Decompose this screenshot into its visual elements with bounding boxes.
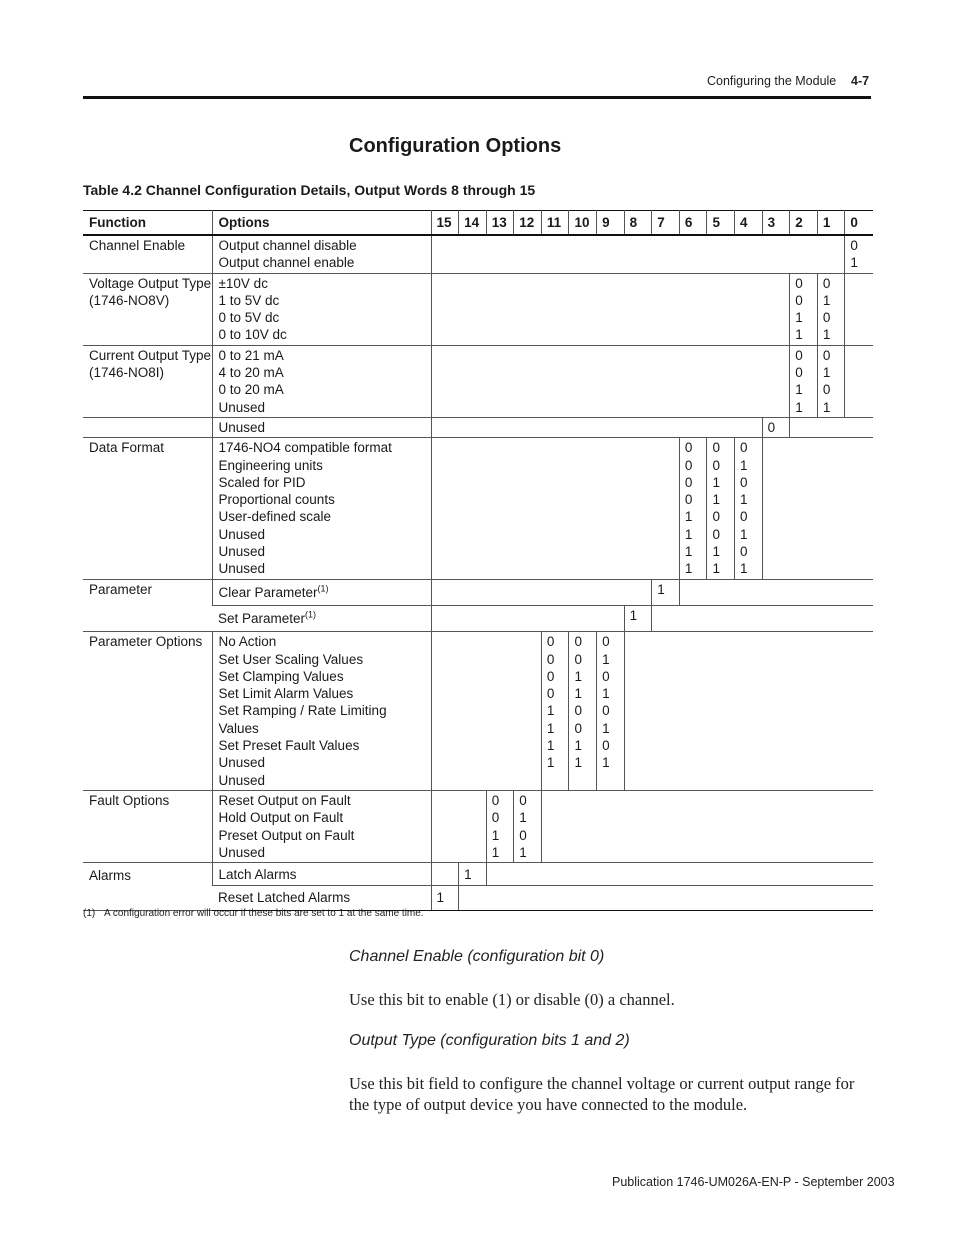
bit-value: 1 — [795, 327, 803, 343]
function-label: Fault Options — [89, 792, 170, 808]
header-bit-14: 14 — [459, 211, 487, 236]
bit-value: 0 — [684, 457, 693, 473]
option-item: Clear Parameter — [218, 584, 318, 600]
footnote-text: A configuration error will occur if these bits are set to 1 at the same time. — [104, 908, 424, 919]
bit-value: 1 — [574, 686, 582, 702]
options-cell — [212, 438, 431, 579]
option-item: Set Preset Fault Values — [218, 738, 360, 754]
option-item: 0 to 20 mA — [218, 382, 284, 398]
bit-value: 1 — [684, 561, 693, 577]
function-cell — [83, 417, 212, 437]
bit-value: 1 — [712, 561, 720, 577]
bit-value: 1 — [657, 581, 665, 597]
table-row — [83, 863, 873, 886]
bit-value: 1 — [574, 668, 582, 684]
function-label: Parameter — [89, 581, 153, 597]
bit-13-values — [486, 790, 514, 862]
function-label: Alarms — [89, 868, 132, 884]
option-item: Unused — [218, 561, 266, 577]
bit-value: 0 — [574, 703, 582, 719]
header-function: Function — [83, 211, 212, 236]
option-item: Set Limit Alarm Values — [218, 686, 354, 702]
bit-value: 1 — [712, 474, 720, 490]
header-bit-6: 6 — [679, 211, 707, 236]
table-row — [83, 235, 873, 273]
header-bit-11: 11 — [541, 211, 569, 236]
bit-value: 1 — [740, 526, 748, 542]
bit-value: 1 — [491, 827, 500, 843]
option-item: 1 to 5V dc — [218, 292, 280, 308]
option-item: Engineering units — [218, 457, 323, 473]
bit-value: 1 — [795, 382, 803, 398]
bit-value: 1 — [684, 526, 693, 542]
header-bit-4: 4 — [735, 211, 763, 236]
footnote-number: (1) — [83, 908, 96, 919]
bit-value: 1 — [629, 607, 638, 623]
bit-value: 0 — [712, 526, 720, 542]
option-item: Reset Output on Fault — [218, 792, 351, 808]
bit-value: 1 — [546, 703, 555, 719]
options-cell — [212, 632, 431, 791]
bit-value: 1 — [464, 867, 472, 883]
bit-15-values — [431, 886, 459, 910]
bit-value: 0 — [740, 544, 748, 560]
bit-value: 1 — [491, 844, 500, 860]
empty-bits-cell — [431, 605, 624, 631]
option-item: Unused — [218, 755, 266, 771]
bit-6-values — [679, 438, 707, 579]
bit-value: 1 — [574, 738, 582, 754]
bit-12-values — [514, 790, 542, 862]
option-item: Hold Output on Fault — [218, 810, 344, 826]
header-bit-5: 5 — [707, 211, 735, 236]
bit-14-values — [459, 863, 487, 886]
bit-value: 0 — [822, 347, 831, 363]
bit-value: 0 — [740, 440, 748, 456]
function-cell — [83, 632, 212, 791]
bit-value: 0 — [519, 792, 527, 808]
paragraph-channel-enable: Use this bit to enable (1) or disable (0) a channel. — [349, 990, 675, 1009]
option-item: Unused — [218, 544, 266, 560]
bit-value: 0 — [795, 292, 803, 308]
bit-value: 0 — [822, 382, 831, 398]
empty-bits-cell — [431, 438, 679, 579]
header-bit-12: 12 — [514, 211, 542, 236]
bit-value: 0 — [491, 810, 500, 826]
bit-value: 0 — [712, 440, 720, 456]
empty-bits-cell — [624, 632, 872, 791]
subsection-heading-output-type: Output Type (configuration bits 1 and 2) — [349, 1032, 630, 1049]
bit-value: 1 — [740, 492, 748, 508]
bit-value: 1 — [602, 651, 610, 667]
bit-value: 0 — [684, 440, 693, 456]
bit-value: 1 — [822, 292, 831, 308]
options-cell — [212, 579, 431, 605]
options-cell — [212, 235, 431, 273]
bit-value: 0 — [684, 492, 693, 508]
bit-value: 1 — [602, 720, 610, 736]
options-cell — [212, 345, 431, 417]
bit-value: 0 — [546, 634, 555, 650]
bit-1-values — [817, 273, 845, 345]
header-bit-8: 8 — [624, 211, 652, 236]
bit-value: 1 — [795, 399, 803, 415]
bit-value: 0 — [574, 634, 582, 650]
options-cell — [212, 417, 431, 437]
table-footnote — [83, 908, 424, 919]
option-item: 4 to 20 mA — [218, 365, 284, 381]
page-title: Configuration Options — [349, 135, 562, 157]
empty-bits-cell — [652, 605, 873, 631]
subsection-heading-channel-enable: Channel Enable (configuration bit 0) — [349, 948, 605, 965]
bit-value: 1 — [850, 255, 858, 271]
function-cell — [83, 273, 212, 345]
empty-bits-cell — [431, 345, 790, 417]
header-bit-10: 10 — [569, 211, 597, 236]
bit-value: 0 — [574, 720, 582, 736]
configuration-table — [83, 210, 873, 911]
header-bit-3: 3 — [762, 211, 790, 236]
option-item: 0 to 5V dc — [218, 310, 280, 326]
bit-value: 1 — [712, 492, 720, 508]
bit-value: 1 — [740, 457, 748, 473]
option-item: ±10V dc — [218, 275, 268, 291]
table-row — [83, 273, 873, 345]
table-row — [83, 438, 873, 579]
option-item: Set User Scaling Values — [218, 651, 364, 667]
option-item: Unused — [218, 526, 266, 542]
bit-0-values — [845, 235, 873, 273]
bit-value: 1 — [740, 561, 748, 577]
function-cell — [83, 579, 212, 632]
empty-bits-cell — [431, 273, 790, 345]
bit-value: 0 — [546, 651, 555, 667]
bit-value: 1 — [519, 810, 527, 826]
publication-footer: Publication 1746-UM026A-EN-P - September 2003 — [612, 1175, 895, 1189]
bit-value: 0 — [795, 275, 803, 291]
table-row — [83, 417, 873, 437]
bit-value: 1 — [822, 327, 831, 343]
bit-value: 1 — [712, 544, 720, 560]
bit-value: 0 — [850, 238, 858, 253]
option-item: Output channel disable — [218, 238, 357, 253]
empty-bits-cell — [431, 417, 762, 437]
option-item: 0 to 21 mA — [218, 347, 284, 363]
option-item: Set Clamping Values — [218, 668, 344, 684]
bit-value: 0 — [740, 509, 748, 525]
empty-bit-cell — [845, 345, 873, 417]
bit-value: 1 — [684, 509, 693, 525]
bit-1-values — [817, 345, 845, 417]
function-cell — [83, 235, 212, 273]
bit-value: 0 — [712, 509, 720, 525]
header-options: Options — [212, 211, 431, 236]
empty-bits-cell — [541, 790, 872, 862]
empty-bits-cell — [431, 790, 486, 862]
table-caption: Table 4.2 Channel Configuration Details, Output Words 8 through 15 — [83, 182, 536, 198]
options-cell — [212, 863, 431, 886]
empty-bits-cell — [431, 579, 652, 605]
header-bit-15: 15 — [431, 211, 459, 236]
bit-value: 1 — [436, 890, 445, 906]
option-item: Preset Output on Fault — [218, 827, 355, 843]
bit-10-values — [569, 632, 597, 791]
header-bit-13: 13 — [486, 211, 514, 236]
bit-2-values — [790, 345, 818, 417]
bit-value: 0 — [602, 703, 610, 719]
bit-value: 0 — [546, 668, 555, 684]
empty-bit-cell — [431, 863, 459, 886]
option-item: 0 to 10V dc — [218, 327, 287, 343]
header-bit-7: 7 — [652, 211, 680, 236]
options-cell — [212, 790, 431, 862]
bit-5-values — [707, 438, 735, 579]
header-bit-1: 1 — [817, 211, 845, 236]
header-rule — [83, 96, 871, 99]
bit-value: 1 — [822, 399, 831, 415]
bit-value: 0 — [822, 310, 831, 326]
bit-value: 1 — [795, 310, 803, 326]
empty-bits-cell — [762, 438, 872, 579]
bit-value: 1 — [602, 686, 610, 702]
footnote-marker: (1) — [317, 583, 329, 594]
bit-9-values — [597, 632, 625, 791]
empty-bits-cell — [431, 235, 845, 273]
bit-value: 0 — [519, 827, 527, 843]
bit-11-values — [541, 632, 569, 791]
empty-bits-cell — [431, 632, 541, 791]
bit-value: 0 — [602, 738, 610, 754]
option-item: User-defined scale — [218, 509, 332, 525]
function-label: Channel Enable — [89, 238, 186, 253]
empty-bits-cell — [459, 886, 873, 910]
function-label: Parameter Options — [89, 634, 203, 650]
empty-bit-cell — [845, 273, 873, 345]
function-cell — [83, 790, 212, 862]
table-row — [83, 345, 873, 417]
table-row — [83, 632, 873, 791]
option-item: Latch Alarms — [218, 867, 297, 883]
bit-value: 1 — [546, 755, 555, 771]
bit-value: 1 — [519, 844, 527, 860]
bit-value: 0 — [822, 275, 831, 291]
option-item: Set Parameter — [218, 610, 306, 626]
option-item: Unused — [218, 844, 266, 860]
footnote-marker: (1) — [305, 609, 317, 620]
options-cell — [212, 273, 431, 345]
header-bit-9: 9 — [597, 211, 625, 236]
option-item: Unused — [218, 772, 266, 788]
bit-value: 1 — [602, 755, 610, 771]
paragraph-output-type: Use this bit field to configure the channel voltage or current output range for the type of output device you have connected to the module. — [349, 1074, 855, 1114]
option-item: 1746-NO4 compatible format — [218, 440, 392, 456]
option-item: Output channel enable — [218, 255, 355, 271]
function-label: (1746-NO8V) — [89, 292, 170, 308]
bit-value: 1 — [546, 738, 555, 754]
function-cell — [83, 863, 212, 911]
bit-8-values — [624, 605, 652, 631]
bit-value: 0 — [767, 419, 776, 435]
function-label: Current Output Type — [89, 347, 212, 363]
empty-bits-cell — [679, 579, 872, 605]
bit-value: 1 — [574, 755, 582, 771]
bit-value: 0 — [795, 365, 803, 381]
table-row — [83, 790, 873, 862]
bit-2-values — [790, 273, 818, 345]
bit-4-values — [735, 438, 763, 579]
bit-value: 1 — [684, 544, 693, 560]
bit-value: 0 — [684, 474, 693, 490]
bit-value: 0 — [712, 457, 720, 473]
header-bit-0: 0 — [845, 211, 873, 236]
function-label: Data Format — [89, 440, 165, 456]
options-cell — [212, 605, 431, 631]
bit-value: 1 — [822, 365, 831, 381]
bit-value: 1 — [546, 720, 555, 736]
bit-value: 0 — [795, 347, 803, 363]
table-row — [83, 579, 873, 605]
bit-value: 0 — [574, 651, 582, 667]
bit-3-values — [762, 417, 790, 437]
function-label: Voltage Output Type — [89, 275, 212, 291]
header-bit-2: 2 — [790, 211, 818, 236]
option-item: No Action — [218, 634, 277, 650]
option-item: Scaled for PID — [218, 474, 306, 490]
bit-value: 0 — [546, 686, 555, 702]
options-cell — [212, 886, 431, 910]
empty-bits-cell — [790, 417, 873, 437]
option-item: Unused — [218, 419, 266, 435]
function-label: (1746-NO8I) — [89, 365, 165, 381]
empty-bits-cell — [486, 863, 872, 886]
bit-value: 0 — [740, 474, 748, 490]
function-cell — [83, 438, 212, 579]
header-page-number: 4-7 — [851, 74, 870, 88]
bit-value: 0 — [602, 668, 610, 684]
option-item: Reset Latched Alarms — [218, 890, 351, 906]
bit-value: 0 — [491, 792, 500, 808]
header-section: Configuring the Module — [707, 74, 837, 88]
table-header-row — [83, 211, 873, 236]
bit-value: 0 — [602, 634, 610, 650]
option-item: Set Ramping / Rate Limiting Values — [218, 703, 387, 736]
bit-7-values — [652, 579, 680, 605]
function-cell — [83, 345, 212, 417]
option-item: Unused — [218, 399, 266, 415]
option-item: Proportional counts — [218, 492, 335, 508]
